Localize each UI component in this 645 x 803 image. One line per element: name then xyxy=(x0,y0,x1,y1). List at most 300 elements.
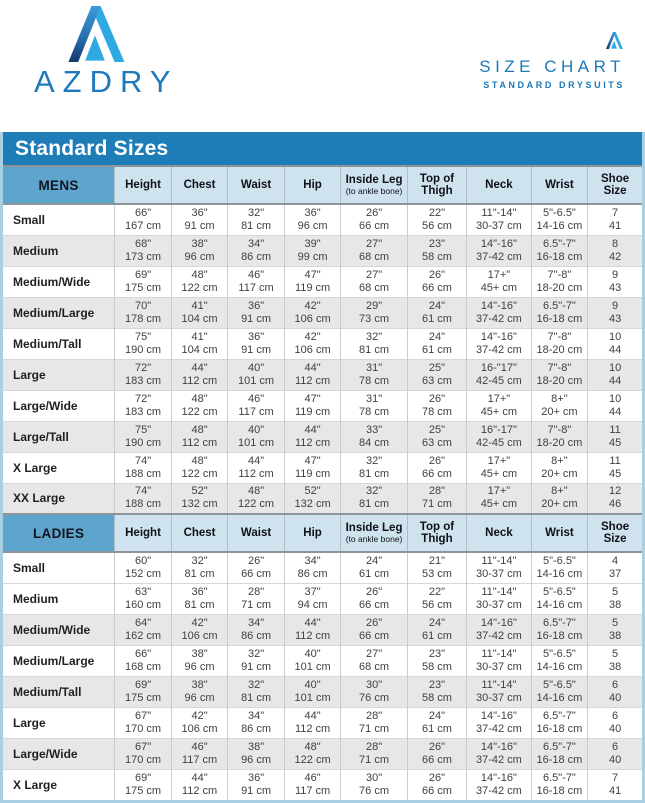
value-inches: 6.5"-7" xyxy=(542,237,576,250)
value-inches: 52" xyxy=(304,485,321,498)
measurement-cell xyxy=(171,676,228,707)
value-cm: 152 cm xyxy=(124,567,162,580)
value-inches: 46" xyxy=(247,392,265,405)
value-cm: 45+ cm xyxy=(480,498,518,511)
measurement-cell xyxy=(341,552,407,583)
measurement-cell xyxy=(531,266,588,297)
value-inches: 44" xyxy=(191,361,208,374)
measurement-cell xyxy=(228,769,285,800)
value-inches: 5 xyxy=(612,585,619,598)
value-cm: 66 cm xyxy=(421,753,452,766)
value-cm: 122 cm xyxy=(294,753,331,766)
value-inches: 31" xyxy=(365,392,383,405)
measurement-cell xyxy=(284,421,341,452)
measurement-cell xyxy=(284,676,341,707)
value-inches: 40" xyxy=(304,647,321,660)
brand-wordmark: AZDRY xyxy=(34,64,179,99)
value-cm: 30-37 cm xyxy=(475,219,522,232)
measurement-cell xyxy=(467,707,532,738)
value-inches: 25" xyxy=(428,423,446,436)
value-cm: 117 cm xyxy=(238,281,274,294)
column-header xyxy=(341,166,407,204)
measurement-cell xyxy=(588,552,642,583)
value-cm: 188 cm xyxy=(124,498,162,511)
measurement-cell xyxy=(467,452,532,483)
value-cm: 117 cm xyxy=(238,405,274,418)
value-cm: 73 cm xyxy=(359,312,390,325)
value-cm: 45+ cm xyxy=(480,281,518,294)
value-inches: 36" xyxy=(191,585,208,598)
value-inches: 40" xyxy=(247,361,265,374)
measurement-cell xyxy=(467,614,532,645)
value-inches: 26" xyxy=(365,616,383,629)
value-inches: 17+" xyxy=(487,268,511,281)
measurement-cell xyxy=(467,235,532,266)
column-header-label: Neck xyxy=(485,179,513,191)
value-inches: 26" xyxy=(247,554,265,567)
group-header-row xyxy=(3,514,642,552)
value-cm: 16-18 cm xyxy=(536,722,583,735)
column-header xyxy=(228,166,285,204)
measurement-cell xyxy=(407,769,466,800)
value-inches: 46" xyxy=(247,268,265,281)
value-cm: 66 cm xyxy=(359,219,390,232)
column-header-label: Height xyxy=(125,527,161,539)
size-row-label: Large/Wide xyxy=(3,390,115,421)
section-title: Standard Sizes xyxy=(3,132,642,165)
value-cm: 71 cm xyxy=(359,722,390,735)
size-table xyxy=(3,165,642,800)
value-cm: 61 cm xyxy=(359,567,390,580)
value-cm: 167 cm xyxy=(124,219,162,232)
column-header xyxy=(228,514,285,552)
measurement-cell xyxy=(341,359,407,390)
value-cm: 53 cm xyxy=(421,567,452,580)
measurement-cell xyxy=(341,390,407,421)
size-chart-badge xyxy=(479,32,625,90)
value-inches: 26" xyxy=(365,585,383,598)
value-cm: 43 xyxy=(608,312,622,325)
value-inches: 21" xyxy=(428,554,446,567)
value-inches: 5"-6.5" xyxy=(542,647,576,660)
measurement-cell xyxy=(588,390,642,421)
value-cm: 162 cm xyxy=(124,629,162,642)
measurement-cell xyxy=(284,297,341,328)
value-inches: 11"-14" xyxy=(481,647,517,660)
column-header xyxy=(588,166,642,204)
column-header xyxy=(341,514,407,552)
value-cm: 112 cm xyxy=(294,629,331,642)
value-cm: 112 cm xyxy=(294,436,331,449)
value-cm: 160 cm xyxy=(124,598,162,611)
value-cm: 96 cm xyxy=(184,660,215,673)
value-inches: 30" xyxy=(365,771,383,784)
column-header-label: Waist xyxy=(240,527,272,539)
measurement-cell xyxy=(171,328,228,359)
measurement-cell xyxy=(171,235,228,266)
value-inches: 16-"17" xyxy=(480,361,517,374)
value-cm: 37-42 cm xyxy=(475,250,522,263)
measurement-cell xyxy=(588,297,642,328)
value-cm: 81 cm xyxy=(359,498,390,511)
measurement-cell xyxy=(228,266,285,297)
value-inches: 48" xyxy=(191,392,208,405)
value-inches: 10 xyxy=(608,392,622,405)
size-row-label: Medium/Tall xyxy=(3,328,115,359)
size-row xyxy=(3,614,642,645)
value-inches: 38" xyxy=(191,647,208,660)
value-inches: 36" xyxy=(247,771,265,784)
value-cm: 91 cm xyxy=(241,660,272,673)
value-inches: 24" xyxy=(428,709,446,722)
measurement-cell xyxy=(171,266,228,297)
value-cm: 170 cm xyxy=(124,753,162,766)
value-cm: 71 cm xyxy=(359,753,390,766)
size-row xyxy=(3,421,642,452)
value-inches: 32" xyxy=(247,647,265,660)
measurement-cell xyxy=(115,583,172,614)
value-cm: 96 cm xyxy=(297,219,328,232)
value-inches: 14"-16" xyxy=(480,771,517,784)
column-header xyxy=(407,514,466,552)
value-inches: 14"-16" xyxy=(480,616,517,629)
measurement-cell xyxy=(467,738,532,769)
value-inches: 10 xyxy=(608,361,622,374)
value-inches: 48" xyxy=(304,740,321,753)
measurement-cell xyxy=(115,421,172,452)
value-cm: 14-16 cm xyxy=(536,219,583,232)
column-header xyxy=(115,514,172,552)
column-header xyxy=(531,166,588,204)
value-cm: 86 cm xyxy=(241,629,272,642)
value-cm: 117 cm xyxy=(181,753,218,766)
value-cm: 68 cm xyxy=(359,250,390,263)
group-label: MENS xyxy=(3,166,115,204)
measurement-cell xyxy=(341,452,407,483)
column-header-label: Hip xyxy=(303,527,322,539)
value-inches: 67" xyxy=(134,709,152,722)
size-row xyxy=(3,769,642,800)
value-inches: 24" xyxy=(428,330,446,343)
value-cm: 37-42 cm xyxy=(475,784,522,797)
value-inches: 14"-16" xyxy=(480,299,517,312)
value-inches: 11"-14" xyxy=(481,585,517,598)
brand-block xyxy=(30,6,179,100)
measurement-cell xyxy=(588,421,642,452)
value-inches: 8+" xyxy=(551,392,568,405)
size-row-label: Medium xyxy=(3,235,115,266)
measurement-cell xyxy=(531,483,588,514)
column-header xyxy=(171,514,228,552)
value-inches: 40" xyxy=(247,423,265,436)
value-inches: 44" xyxy=(191,771,208,784)
value-inches: 11 xyxy=(609,423,621,436)
value-inches: 42" xyxy=(304,299,321,312)
size-row-label: XX Large xyxy=(3,483,115,514)
value-cm: 37-42 cm xyxy=(475,343,522,356)
value-inches: 37" xyxy=(304,585,321,598)
value-inches: 5"-6.5" xyxy=(542,585,576,598)
measurement-cell xyxy=(341,483,407,514)
measurement-cell xyxy=(341,769,407,800)
value-cm: 76 cm xyxy=(359,784,390,797)
value-cm: 30-37 cm xyxy=(475,660,522,673)
value-cm: 20+ cm xyxy=(541,498,578,511)
measurement-cell xyxy=(588,452,642,483)
value-inches: 38" xyxy=(191,678,208,691)
measurement-cell xyxy=(467,552,532,583)
measurement-cell xyxy=(407,552,466,583)
value-cm: 40 xyxy=(608,691,622,704)
measurement-cell xyxy=(341,328,407,359)
size-row-label: X Large xyxy=(3,452,115,483)
value-cm: 56 cm xyxy=(421,598,452,611)
value-inches: 42" xyxy=(191,616,208,629)
measurement-cell xyxy=(115,297,172,328)
size-row-label: Small xyxy=(3,204,115,235)
value-inches: 7"-8" xyxy=(547,330,572,343)
column-header-label: Top of Thigh xyxy=(419,173,455,197)
measurement-cell xyxy=(531,297,588,328)
value-cm: 61 cm xyxy=(421,312,452,325)
measurement-cell xyxy=(531,235,588,266)
value-inches: 60" xyxy=(134,554,152,567)
measurement-cell xyxy=(531,328,588,359)
value-cm: 16-18 cm xyxy=(536,250,583,263)
measurement-cell xyxy=(284,707,341,738)
measurement-cell xyxy=(407,645,466,676)
value-inches: 27" xyxy=(365,268,383,281)
value-cm: 106 cm xyxy=(181,722,218,735)
column-header-label: Inside Leg xyxy=(345,522,403,534)
measurement-cell xyxy=(171,452,228,483)
azdry-logomark-small-icon xyxy=(603,32,625,49)
value-inches: 63" xyxy=(134,585,152,598)
value-inches: 26" xyxy=(428,740,446,753)
measurement-cell xyxy=(467,328,532,359)
measurement-cell xyxy=(284,583,341,614)
column-header xyxy=(284,514,341,552)
measurement-cell xyxy=(284,359,341,390)
value-inches: 74" xyxy=(134,454,152,467)
value-inches: 47" xyxy=(304,268,321,281)
value-cm: 190 cm xyxy=(124,436,162,449)
measurement-cell xyxy=(341,738,407,769)
value-inches: 6 xyxy=(612,740,619,753)
value-inches: 36" xyxy=(191,206,208,219)
measurement-cell xyxy=(171,483,228,514)
value-cm: 132 cm xyxy=(294,498,331,511)
value-cm: 18-20 cm xyxy=(536,343,583,356)
value-inches: 34" xyxy=(247,709,265,722)
value-cm: 45 xyxy=(608,467,622,480)
size-row xyxy=(3,738,642,769)
value-cm: 45+ cm xyxy=(480,405,518,418)
measurement-cell xyxy=(171,421,228,452)
measurement-cell xyxy=(171,614,228,645)
value-inches: 68" xyxy=(134,237,152,250)
badge-subtitle: STANDARD DRYSUITS xyxy=(483,80,625,90)
measurement-cell xyxy=(115,483,172,514)
value-cm: 76 cm xyxy=(359,691,390,704)
measurement-cell xyxy=(341,297,407,328)
measurement-cell xyxy=(115,552,172,583)
value-cm: 112 cm xyxy=(181,374,218,387)
size-row xyxy=(3,707,642,738)
measurement-cell xyxy=(341,235,407,266)
value-cm: 96 cm xyxy=(184,250,215,263)
value-inches: 44" xyxy=(304,709,321,722)
value-inches: 9 xyxy=(612,299,619,312)
value-inches: 5 xyxy=(612,647,619,660)
size-row-label: Medium/Tall xyxy=(3,676,115,707)
measurement-cell xyxy=(341,583,407,614)
value-inches: 39" xyxy=(304,237,321,250)
measurement-cell xyxy=(171,645,228,676)
value-inches: 6 xyxy=(612,678,619,691)
value-cm: 122 cm xyxy=(181,405,218,418)
measurement-cell xyxy=(341,707,407,738)
value-inches: 11"-14" xyxy=(481,554,517,567)
value-cm: 104 cm xyxy=(181,343,218,356)
value-cm: 18-20 cm xyxy=(536,281,583,294)
value-inches: 7 xyxy=(612,206,619,219)
value-cm: 183 cm xyxy=(124,374,162,387)
size-row xyxy=(3,552,642,583)
value-inches: 33" xyxy=(365,423,383,436)
value-inches: 38" xyxy=(247,740,265,753)
value-inches: 69" xyxy=(134,771,152,784)
value-cm: 42 xyxy=(608,250,622,263)
measurement-cell xyxy=(467,483,532,514)
value-inches: 48" xyxy=(247,485,265,498)
column-header-label: Waist xyxy=(240,179,272,191)
column-header-label: Chest xyxy=(183,527,216,539)
value-inches: 70" xyxy=(134,299,152,312)
value-cm: 63 cm xyxy=(421,436,452,449)
value-inches: 17+" xyxy=(487,485,511,498)
value-inches: 46" xyxy=(304,771,321,784)
measurement-cell xyxy=(531,645,588,676)
value-cm: 30-37 cm xyxy=(475,691,522,704)
measurement-cell xyxy=(531,390,588,421)
size-row xyxy=(3,266,642,297)
value-cm: 81 cm xyxy=(241,691,272,704)
value-cm: 106 cm xyxy=(181,629,218,642)
measurement-cell xyxy=(284,452,341,483)
value-cm: 112 cm xyxy=(294,374,331,387)
value-inches: 14"-16" xyxy=(480,237,517,250)
value-cm: 91 cm xyxy=(241,312,272,325)
measurement-cell xyxy=(171,390,228,421)
measurement-cell xyxy=(228,235,285,266)
value-cm: 37-42 cm xyxy=(475,312,522,325)
value-inches: 28" xyxy=(247,585,265,598)
size-row xyxy=(3,235,642,266)
value-inches: 47" xyxy=(304,392,321,405)
value-inches: 17+" xyxy=(487,454,511,467)
value-inches: 66" xyxy=(134,206,152,219)
size-row xyxy=(3,390,642,421)
value-inches: 6.5"-7" xyxy=(542,771,576,784)
value-cm: 86 cm xyxy=(241,250,272,263)
measurement-cell xyxy=(228,328,285,359)
measurement-cell xyxy=(115,359,172,390)
value-cm: 37-42 cm xyxy=(475,753,522,766)
column-header-note: (to ankle bone) xyxy=(345,186,403,196)
column-header-label: Hip xyxy=(303,179,322,191)
value-inches: 22" xyxy=(428,585,446,598)
measurement-cell xyxy=(407,390,466,421)
value-inches: 67" xyxy=(134,740,152,753)
measurement-cell xyxy=(467,645,532,676)
measurement-cell xyxy=(531,359,588,390)
value-cm: 178 cm xyxy=(124,312,162,325)
measurement-cell xyxy=(228,583,285,614)
size-row-label: Large/Wide xyxy=(3,738,115,769)
measurement-cell xyxy=(171,359,228,390)
value-inches: 34" xyxy=(304,554,321,567)
value-cm: 96 cm xyxy=(241,753,272,766)
value-inches: 48" xyxy=(191,423,208,436)
value-inches: 16"-17" xyxy=(480,423,517,436)
measurement-cell xyxy=(467,769,532,800)
value-cm: 61 cm xyxy=(421,343,452,356)
value-inches: 25" xyxy=(428,361,446,374)
value-cm: 58 cm xyxy=(421,691,452,704)
value-cm: 45 xyxy=(608,436,622,449)
measurement-cell xyxy=(531,452,588,483)
value-cm: 96 cm xyxy=(184,691,215,704)
measurement-cell xyxy=(228,359,285,390)
measurement-cell xyxy=(407,614,466,645)
value-inches: 41" xyxy=(191,330,208,343)
value-cm: 99 cm xyxy=(297,250,328,263)
measurement-cell xyxy=(228,421,285,452)
value-cm: 43 xyxy=(608,281,622,294)
value-inches: 31" xyxy=(365,361,383,374)
measurement-cell xyxy=(407,266,466,297)
measurement-cell xyxy=(284,769,341,800)
measurement-cell xyxy=(115,707,172,738)
value-cm: 42-45 cm xyxy=(475,374,522,387)
measurement-cell xyxy=(341,614,407,645)
value-cm: 170 cm xyxy=(124,722,162,735)
value-cm: 122 cm xyxy=(238,498,275,511)
measurement-cell xyxy=(341,645,407,676)
measurement-cell xyxy=(115,769,172,800)
column-header-label: Top of Thigh xyxy=(419,521,455,545)
value-cm: 86 cm xyxy=(297,567,328,580)
value-inches: 5"-6.5" xyxy=(542,678,576,691)
value-cm: 61 cm xyxy=(421,722,452,735)
value-cm: 101 cm xyxy=(238,436,275,449)
size-chart xyxy=(0,132,645,803)
value-cm: 101 cm xyxy=(238,374,275,387)
column-header xyxy=(531,514,588,552)
value-inches: 14"-16" xyxy=(480,740,517,753)
value-inches: 23" xyxy=(428,647,446,660)
page-header xyxy=(0,0,645,132)
column-header-label: Wrist xyxy=(545,179,574,191)
column-header-label: Chest xyxy=(183,179,216,191)
value-cm: 106 cm xyxy=(294,312,331,325)
column-header xyxy=(284,166,341,204)
value-inches: 32" xyxy=(365,454,383,467)
value-inches: 6 xyxy=(612,709,619,722)
size-row xyxy=(3,297,642,328)
value-cm: 112 cm xyxy=(294,722,331,735)
